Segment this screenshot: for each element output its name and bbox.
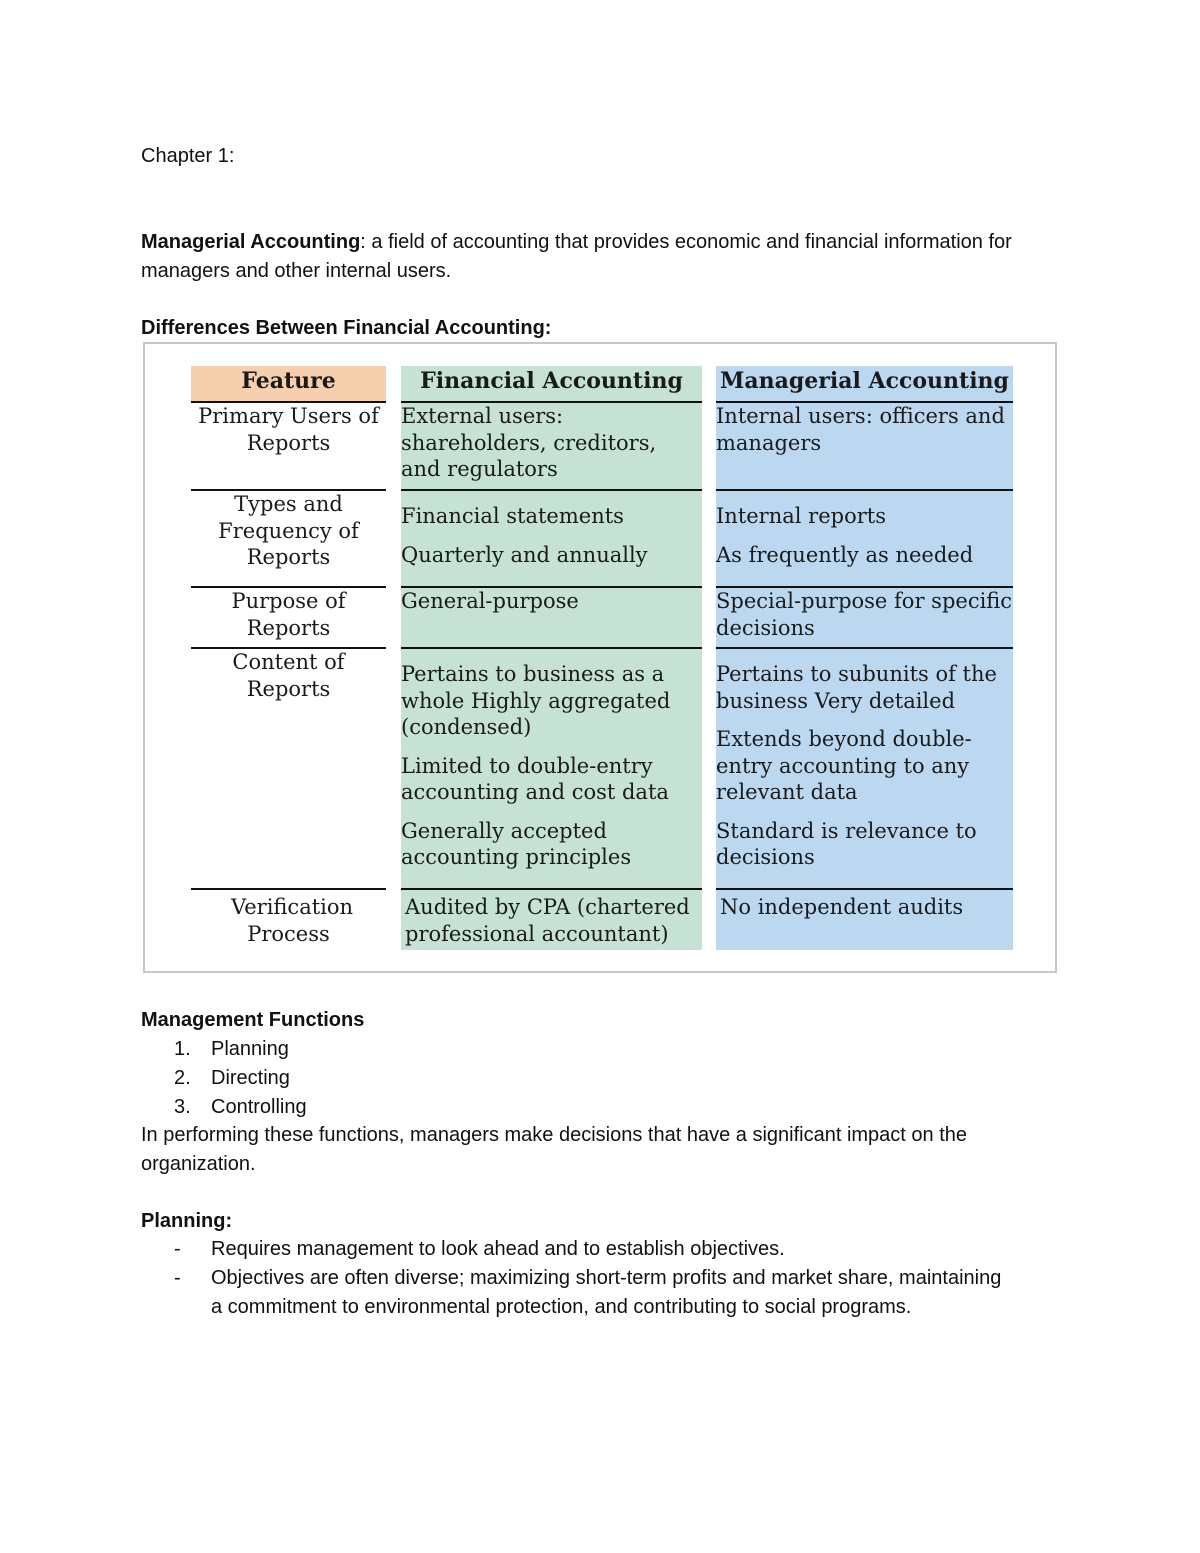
management-functions-heading: Management Functions bbox=[141, 1009, 365, 1031]
managerial-content bbox=[716, 661, 1013, 883]
list-number: 1. bbox=[174, 1038, 191, 1060]
feature-primary-users: Primary Users of Reports bbox=[198, 404, 379, 455]
list-item bbox=[141, 1035, 307, 1064]
cell-text: As frequently as needed bbox=[716, 542, 974, 567]
financial-content bbox=[401, 661, 702, 883]
financial-column-header: Financial Accounting bbox=[420, 368, 683, 394]
list-item-label: Planning bbox=[211, 1038, 289, 1060]
cell-text: Pertains to subunits of the business Very detailed bbox=[716, 662, 997, 713]
cell-text: Extends beyond double-entry accounting to any relevant data bbox=[716, 727, 972, 804]
row-divider bbox=[716, 888, 1013, 890]
cell-text: Financial statements bbox=[401, 504, 624, 528]
list-item bbox=[141, 1064, 307, 1093]
list-item-label: Controlling bbox=[211, 1096, 307, 1118]
cell-text: Generally accepted accounting principles bbox=[401, 818, 632, 869]
managerial-purpose bbox=[716, 588, 1013, 653]
bullet-text: Requires management to look ahead and to establish objectives. bbox=[211, 1238, 785, 1260]
bullet-marker: - bbox=[174, 1238, 181, 1260]
managerial-primary-users bbox=[716, 403, 1013, 468]
row-divider bbox=[716, 489, 1013, 491]
management-functions-list bbox=[141, 1035, 307, 1122]
financial-types-frequency bbox=[401, 503, 702, 580]
cell-text: Quarterly and annually bbox=[401, 542, 648, 567]
list-item bbox=[141, 1093, 307, 1122]
financial-verification bbox=[405, 894, 702, 959]
feature-verification: Verification Process bbox=[231, 895, 354, 946]
cell-text: Pertains to business as a whole Highly aggregated (condensed) bbox=[401, 662, 671, 739]
planning-heading: Planning: bbox=[141, 1210, 233, 1232]
feature-column-header: Feature bbox=[241, 368, 336, 394]
definition-text: : a field of accounting that provides economic and financial information for managers and other internal users. bbox=[141, 231, 1012, 282]
financial-primary-users bbox=[401, 403, 702, 495]
list-number: 2. bbox=[174, 1067, 191, 1089]
cell-text: Standard is relevance to decisions bbox=[716, 818, 977, 869]
cell-text: Internal users: officers and managers bbox=[716, 404, 1005, 455]
functions-note: In performing these functions, managers make decisions that have a significant impact on the organization. bbox=[141, 1124, 968, 1175]
feature-content: Content of Reports bbox=[232, 650, 345, 701]
row-divider bbox=[401, 647, 702, 649]
cell-text: Limited to double-entry accounting and cost data bbox=[401, 753, 669, 804]
cell-text: External users: shareholders, creditors, and regulators bbox=[401, 404, 657, 481]
feature-types-frequency: Types and Frequency of Reports bbox=[218, 492, 359, 569]
comparison-table-figure bbox=[143, 342, 1057, 973]
managerial-column-header: Managerial Accounting bbox=[720, 368, 1009, 394]
cell-text: No independent audits bbox=[720, 895, 964, 919]
managerial-verification bbox=[720, 894, 1013, 933]
definition-term: Managerial Accounting bbox=[141, 231, 361, 253]
row-divider bbox=[401, 888, 702, 890]
cell-text: Special-purpose for specific decisions bbox=[716, 589, 1013, 640]
bullet-text: Objectives are often diverse; maximizing short-term profits and market share, maintaining a commitment to environmental protection, and contributing to social programs. bbox=[211, 1267, 1002, 1318]
planning-bullets bbox=[141, 1235, 1011, 1322]
feature-purpose: Purpose of Reports bbox=[231, 589, 346, 640]
bullet-marker: - bbox=[174, 1267, 181, 1289]
cell-text: General-purpose bbox=[401, 589, 579, 613]
cell-text: Internal reports bbox=[716, 504, 886, 528]
list-number: 3. bbox=[174, 1096, 191, 1118]
definition-paragraph bbox=[141, 228, 1061, 286]
list-item bbox=[141, 1235, 1011, 1264]
managerial-types-frequency bbox=[716, 503, 1013, 580]
cell-text: Audited by CPA (chartered professional accountant) bbox=[405, 895, 690, 946]
row-divider bbox=[191, 888, 386, 890]
list-item-label: Directing bbox=[211, 1067, 290, 1089]
chapter-title: Chapter 1: bbox=[141, 145, 235, 167]
financial-purpose bbox=[401, 588, 702, 627]
list-item bbox=[141, 1264, 1011, 1322]
table-heading: Differences Between Financial Accounting: bbox=[141, 317, 552, 339]
